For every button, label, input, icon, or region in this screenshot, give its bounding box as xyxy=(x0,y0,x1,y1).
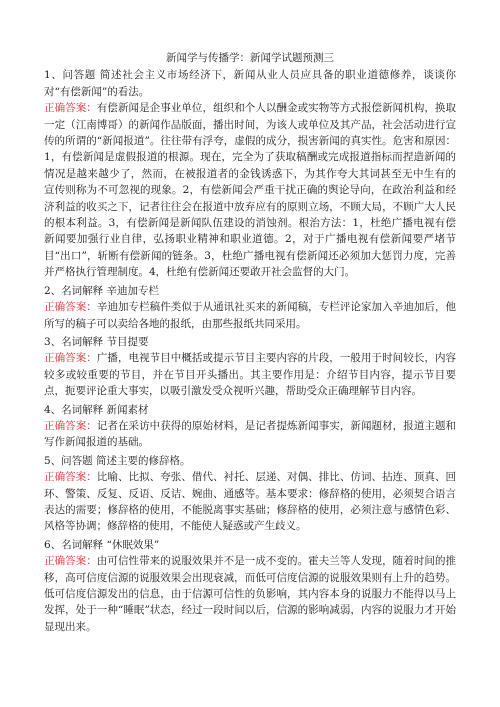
page-title: 新闻学与传播学：新闻学试题预测三 xyxy=(166,52,334,64)
question-2: 2、名词解释 辛迪加专栏 xyxy=(44,284,160,297)
answer-label: 正确答案： xyxy=(44,555,97,568)
answer-text: 广播，电视节目中概括或提示节目主要内容的片段，一般用于时间较长，内容较多或较重要的节目，并在节目开头播出。其主要作用是：介绍节目内容，提示节目要点，扼要评论重大事实，以吸引激发受众视听兴趣，帮助受众正确理解节目内容。 xyxy=(44,352,457,398)
answer-label: 正确答案： xyxy=(44,102,97,115)
answer-text: 辛迪加专栏稿件类似于从通讯社买来的新闻稿，专栏评论家加入辛迪加后，他所写的稿子可以卖给各地的报纸，由那些报纸共同采用。 xyxy=(44,301,457,330)
answer-1 xyxy=(44,100,456,280)
answer-5 xyxy=(44,469,456,535)
answer-text: 由可信性带来的说服效果并不是一成不变的。霍夫兰等人发现，随着时间的推移，高可信度信源的说服效果会出现衰减，而低可信度信源的说服效果则有上升的趋势。低可信度信源发出的信息，由于信源可信性的负影响，其内容本身的说服力不能得以马上发挥，处于一种“睡眠”状态，经过一段时间以后，信源的影响减弱，内容的说服力才开始显现出来。 xyxy=(44,555,457,633)
answer-text: 有偿新闻是企事业单位，组织和个人以酬金或实物等方式报偿新闻机构，换取一定（江南博哥）的新闻作品版面，播出时间，为该人或单位及其产品，社会活动进行宣传的所谓的“新闻报道”。往往带有浮夸，虚假的成分，损害新闻的真实性。危害和原因：1，有偿新闻是虚假报道的根源。现在，完全为了获取稿酬或完成报道指标而捏造新闻的情况是越来越少了，然而，在被报道者的金钱诱惑下，为其作夸大其词甚至无中生有的 宣传则称为不可忽视的现象。2，有偿新闻会严重干扰正确的舆论导向，在政治利益和经济利益的收买之下，记者往往会在报道中放弃应有的原则立场，不顾大局，不顾广大人民的根本利益。3，有偿新闻是新闻队伍建设的消蚀剂。根治方法：1，杜绝广播电视有偿新闻要加强行业自律，弘扬职业精神和职业道德。2，对于广播电视有偿新闻要严堵节目“出口”，斩断有偿新闻的链条。3，杜绝广播电视有偿新闻还必须加大惩罚力度，完善并严格执行管理制度。4，杜绝有偿新闻还要敢开社会监督的大门。 xyxy=(44,102,457,279)
answer-4 xyxy=(44,418,456,451)
question-3: 3、名词解释 节目提要 xyxy=(44,335,149,348)
question-6: 6、名词解释 “休眠效果” xyxy=(44,538,160,551)
answer-label: 正确答案： xyxy=(44,301,97,314)
question-1: 1、问答题 简述社会主义市场经济下，新闻从业人员应具备的职业道德修养，谈谈你对“有偿新闻”的看法。 xyxy=(44,69,456,98)
question-5: 5、问答题 简述主要的修辞格。 xyxy=(44,454,191,467)
answer-label: 正确答案： xyxy=(44,419,97,432)
answer-label: 正确答案： xyxy=(44,471,97,484)
answer-3 xyxy=(44,350,456,399)
answer-2 xyxy=(44,299,456,332)
answer-label: 正确答案： xyxy=(44,352,97,365)
answer-6 xyxy=(44,553,456,635)
answer-text: 比喻、比拟、夸张、借代、衬托、层递、对偶、排比、仿词、拈连、顶真、回环、警策、反复、反语、反诘、婉曲、通感等。基本要求：修辞格的使用，必须契合语言表达的需要；修辞格的使用，不能脱离事实基础；修辞格的使用，必须注意与感情色彩、风格等协调；修辞格的使用，不能使人疑惑或产生歧义。 xyxy=(44,471,457,533)
answer-text: 记者在采访中获得的原始材料，是记者提炼新闻事实，新闻题材，报道主题和写作新闻报道的基础。 xyxy=(44,419,457,449)
question-4: 4、名词解释 新闻素材 xyxy=(44,403,149,416)
